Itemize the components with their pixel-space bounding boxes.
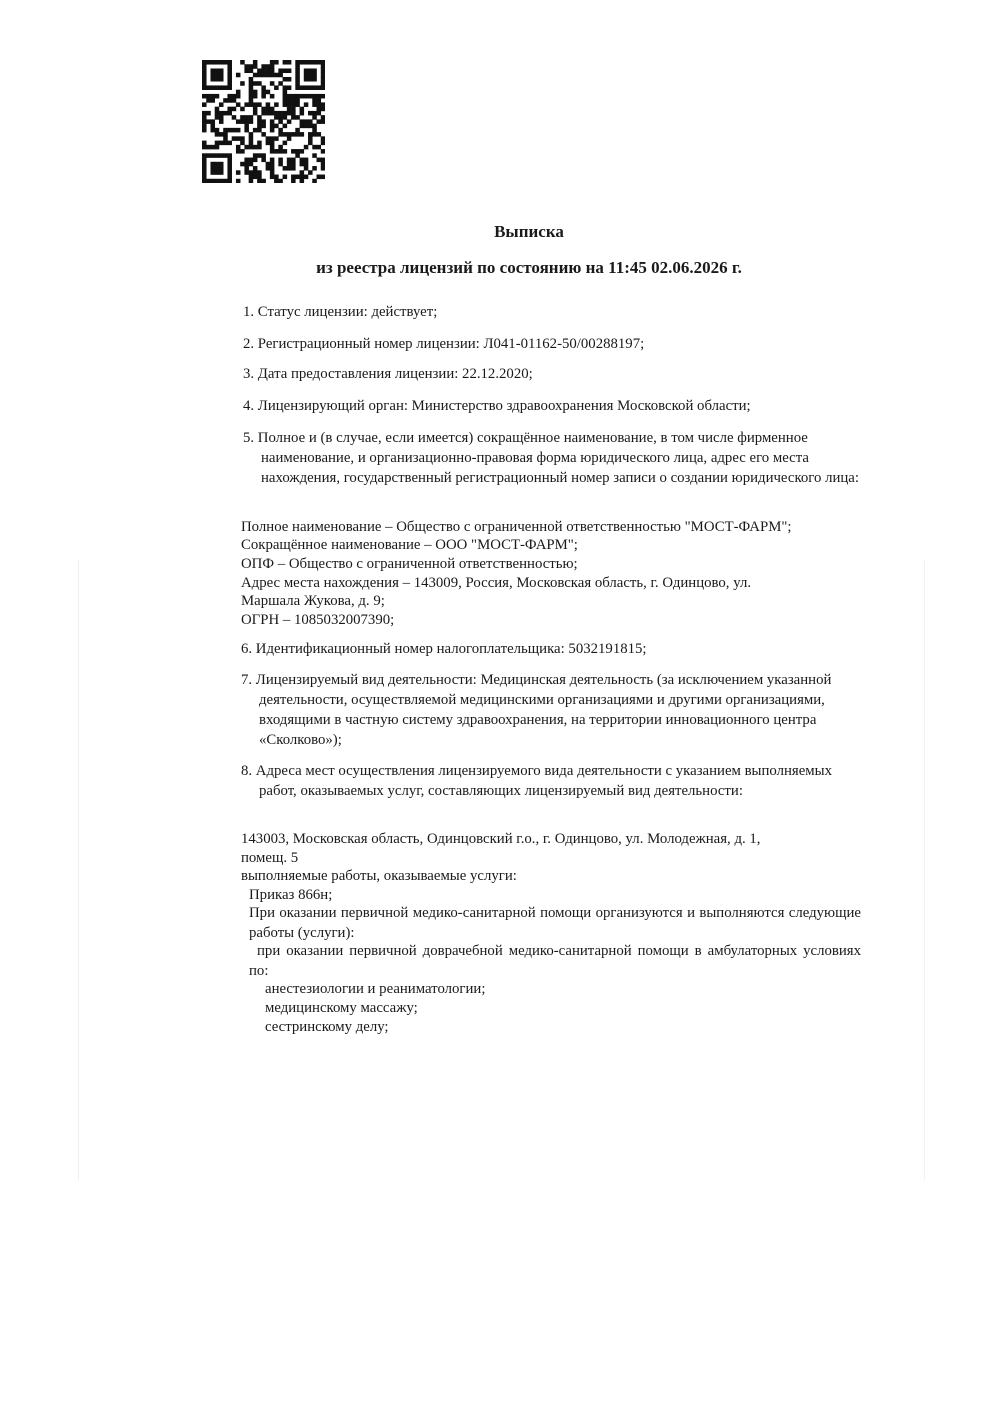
company-address-line2: Маршала Жукова, д. 9; xyxy=(241,593,385,609)
item-company-name-heading: 5. Полное и (в случае, если имеется) сокращённое наименование, в том числе фирменное наименование, и организационно-правовая форма юридического лица, адрес его места нахождения, государственный регистрационный номер записи о создании юридического лица: xyxy=(243,430,859,486)
company-short-name: Сокращённое наименование – ООО "МОСТ-ФАРМ"; xyxy=(241,537,578,553)
service-item: сестринскому делу; xyxy=(265,1019,389,1035)
service-item: медицинскому массажу; xyxy=(265,1000,418,1016)
item-activity-addresses: 8. Адреса мест осуществления лицензируемого вида деятельности с указанием выполняемых работ, оказываемых услуг, составляющих лицензируемый вид деятельности: xyxy=(241,763,833,799)
item-registration-number: 2. Регистрационный номер лицензии: Л041-01162-50/00288197; xyxy=(243,336,645,352)
service-item: анестезиологии и реаниматологии; xyxy=(265,981,486,997)
location-address-line1: 143003, Московская область, Одинцовский г.о., г. Одинцово, ул. Молодежная, д. 1, xyxy=(241,831,761,847)
location-primary-care: При оказании первичной медико-санитарной помощи организуются и выполняются следующие работы (услуги): xyxy=(249,905,861,941)
document-title: Выписка xyxy=(494,222,564,241)
location-works-label: выполняемые работы, оказываемые услуги: xyxy=(241,868,517,884)
company-legal-form: ОПФ – Общество с ограниченной ответственностью; xyxy=(241,556,578,572)
item-license-date: 3. Дата предоставления лицензии: 22.12.2020; xyxy=(243,366,533,382)
item-tax-id: 6. Идентификационный номер налогоплательщика: 5032191815; xyxy=(241,641,647,657)
document-subtitle: из реестра лицензий по состоянию на 11:45 02.06.2026 г. xyxy=(316,258,742,277)
company-full-name: Полное наименование – Общество с ограниченной ответственностью "МОСТ-ФАРМ"; xyxy=(241,519,792,535)
item-license-status: 1. Статус лицензии: действует; xyxy=(243,304,438,320)
item-licensing-authority: 4. Лицензирующий орган: Министерство здравоохранения Московской области; xyxy=(243,398,751,414)
company-address-line1: Адрес места нахождения – 143009, Россия, Московская область, г. Одинцово, ул. xyxy=(241,575,752,591)
scan-edge-right xyxy=(924,560,925,1180)
company-ogrn: ОГРН – 1085032007390; xyxy=(241,612,395,628)
location-prehospital-care: при оказании первичной доврачебной медико-санитарной помощи в амбулаторных условиях по: xyxy=(249,943,861,979)
qr-code xyxy=(202,60,325,183)
location-address-line2: помещ. 5 xyxy=(241,850,299,866)
location-order: Приказ 866н; xyxy=(249,887,333,903)
scan-edge-left xyxy=(78,560,79,1180)
item-licensed-activity: 7. Лицензируемый вид деятельности: Медицинская деятельность (за исключением указанной деятельности, осуществляемой медицинскими организациями и другими организациями, входящими в частную систему здравоохранения, на территории инновационного центра «Сколково»); xyxy=(241,672,832,748)
